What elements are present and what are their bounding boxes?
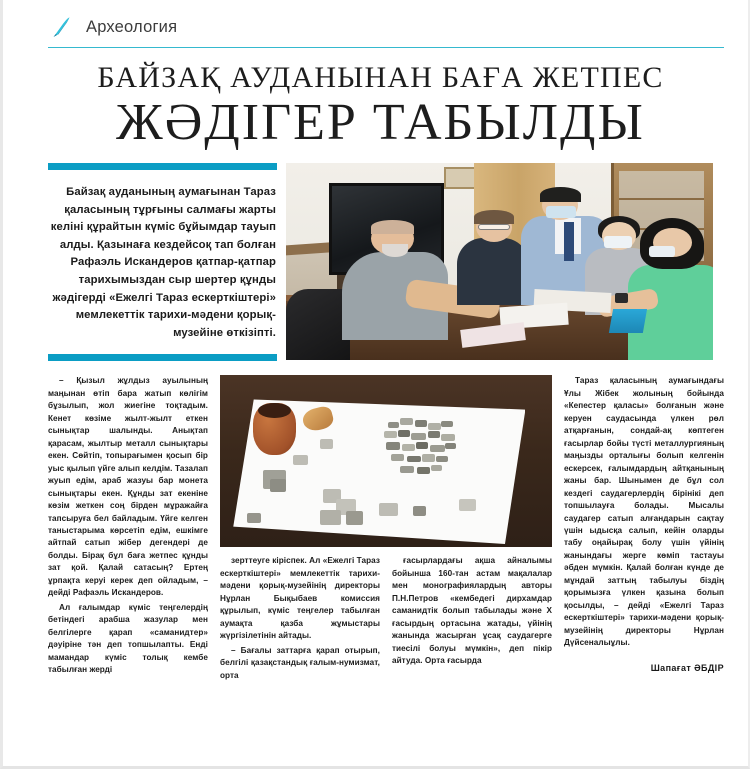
lede-block (48, 163, 286, 361)
headline-line-2: ЖӘДІГЕР ТАБЫЛДЫ (116, 93, 645, 151)
accent-bar-top (48, 163, 277, 170)
text-column-2 (220, 555, 380, 682)
middle-columns (220, 555, 552, 682)
text-column-1 (48, 375, 208, 682)
pen-icon (48, 14, 74, 40)
headline-line-1: БАЙЗАҚ АУДАНЫНАН БАҒА ЖЕТПЕС (97, 61, 664, 94)
page-content (48, 0, 724, 682)
middle-stack (220, 375, 552, 682)
text-column-4 (564, 375, 724, 682)
paragraph: ғасырлардағы ақша айналымы бойынша 160-тан астам мақалалар мен монографиялардың авторы П.Н.Петров «кембедегі дирхамдар саманидтік болып табылады және Х ғасырдың ортасына жатады, үйінің жанында жасырған ұсақ саудагерге тиесілі болуы мүмкін», деп пікір айтуда. Орта ғасырда (392, 556, 552, 666)
paragraph: Тараз қаласының аумағындағы Ұлы Жібек жолының бойында «Кепестер қаласы» болғанын және керуен саудасында үлкен рөл атқарғанын, сондай-ақ көптеген ғасырлар бойы түсті металлургияның маңызды орталығы болып келгенін ескерсек, ғалымдардың айтқанының жаны бар. Шынымен де бұл сол кездегі саудагерлердің бірінікі деп топшылауға болады. Мысалы саудагер сатып алғандарын сақтау үшін ыдысқа салып, кейін оларды табу оңайырақ болу үшін үйінің жанындағы жерге көміп тастауы әбден мүмкін. Қалай болған күнде де мұндай заттың табылуы біздің қорымызға үлкен қазына болып қосылды, – дейді «Ежелгі Тараз ескерткіштері» тарихи-мәдени қорық-музейінің директоры Нұрлан Дүйсеналыұлы. (564, 376, 724, 648)
page-title (48, 62, 713, 150)
artifacts-photo (220, 375, 552, 547)
rubric-divider (48, 47, 724, 48)
paragraph: – Қызыл жұлдыз ауылының маңынан өтіп бара жатып көлігім бұзылып, жол жиегіне тоқтадым. Кенет көзіме жылт-жылт еткен сынықтар шалынды. Анықтап қарасам, жылтыр металл сынықтары екен. Сөйтіп, топырағымен қосып бір уыс қылып үйге алып келдім. Тазалап жуып едім, араб жазуы бар монета сынықтары екен. Құнды зат екеніне көзім жеткен соң бірден мұражайға тапсыруға бел байладым. Үйге келген таныстарыма көрсетіп едім, ешкімге айтпай сатып жібер дегендері де болды. Бірақ бұл баға жетпес құнды зат қой. Қалай сатасың? Ертең ұрпақта керуі керек деп ойладым, – дейді Рафаэль Искандеров. (48, 376, 208, 598)
byline: Шапағат ӘБДІР (650, 662, 724, 673)
meeting-photo (286, 163, 713, 360)
rubric-label: Археология (86, 17, 178, 36)
rubric-header (48, 0, 713, 44)
text-column-3 (392, 555, 552, 682)
top-zone (48, 163, 713, 361)
accent-bar-bottom (48, 354, 277, 361)
paragraph: зерттеуге кіріспек. Ал «Ежелгі Тараз ескерткіштері» мемлекеттік тарихи-мәдени қорық-музейінің директоры Нұрлан Бықыбаев комиссия құрылып, күміс теңгелер табылған аумақта қазба жұмыстары жүргізілетінін айтады. (220, 556, 380, 641)
article-body (48, 375, 724, 682)
coin-pile (383, 415, 469, 484)
paragraph: Ал ғалымдар күміс теңгелердің бетіндегі арабша жазулар мен белгілерге қарап «саманидтер» дәуіріне тән деп топшылапты. Енді мамандар күміс толық кембе табылған жерді (48, 602, 208, 675)
paragraph: – Бағалы заттарға қарап отырып, белгілі қазақстандық ғалым-нумизмат, орта (220, 645, 380, 680)
lede-text: Байзақ ауданының аумағынан Тараз қаласының тұрғыны салмағы жарты келіні құрайтын күміс бұйымдар тауып алды. Қазынаға кездейсоқ тап болған Рафаэль Искандеров қатпар-қатпар тарихымыздан сыр шертер құнды жәдігерді «Ежелгі Тараз ескерткіштері» мемлекеттік тарихи-мәдени қорық-музейіне өткізіпті. (50, 185, 276, 339)
